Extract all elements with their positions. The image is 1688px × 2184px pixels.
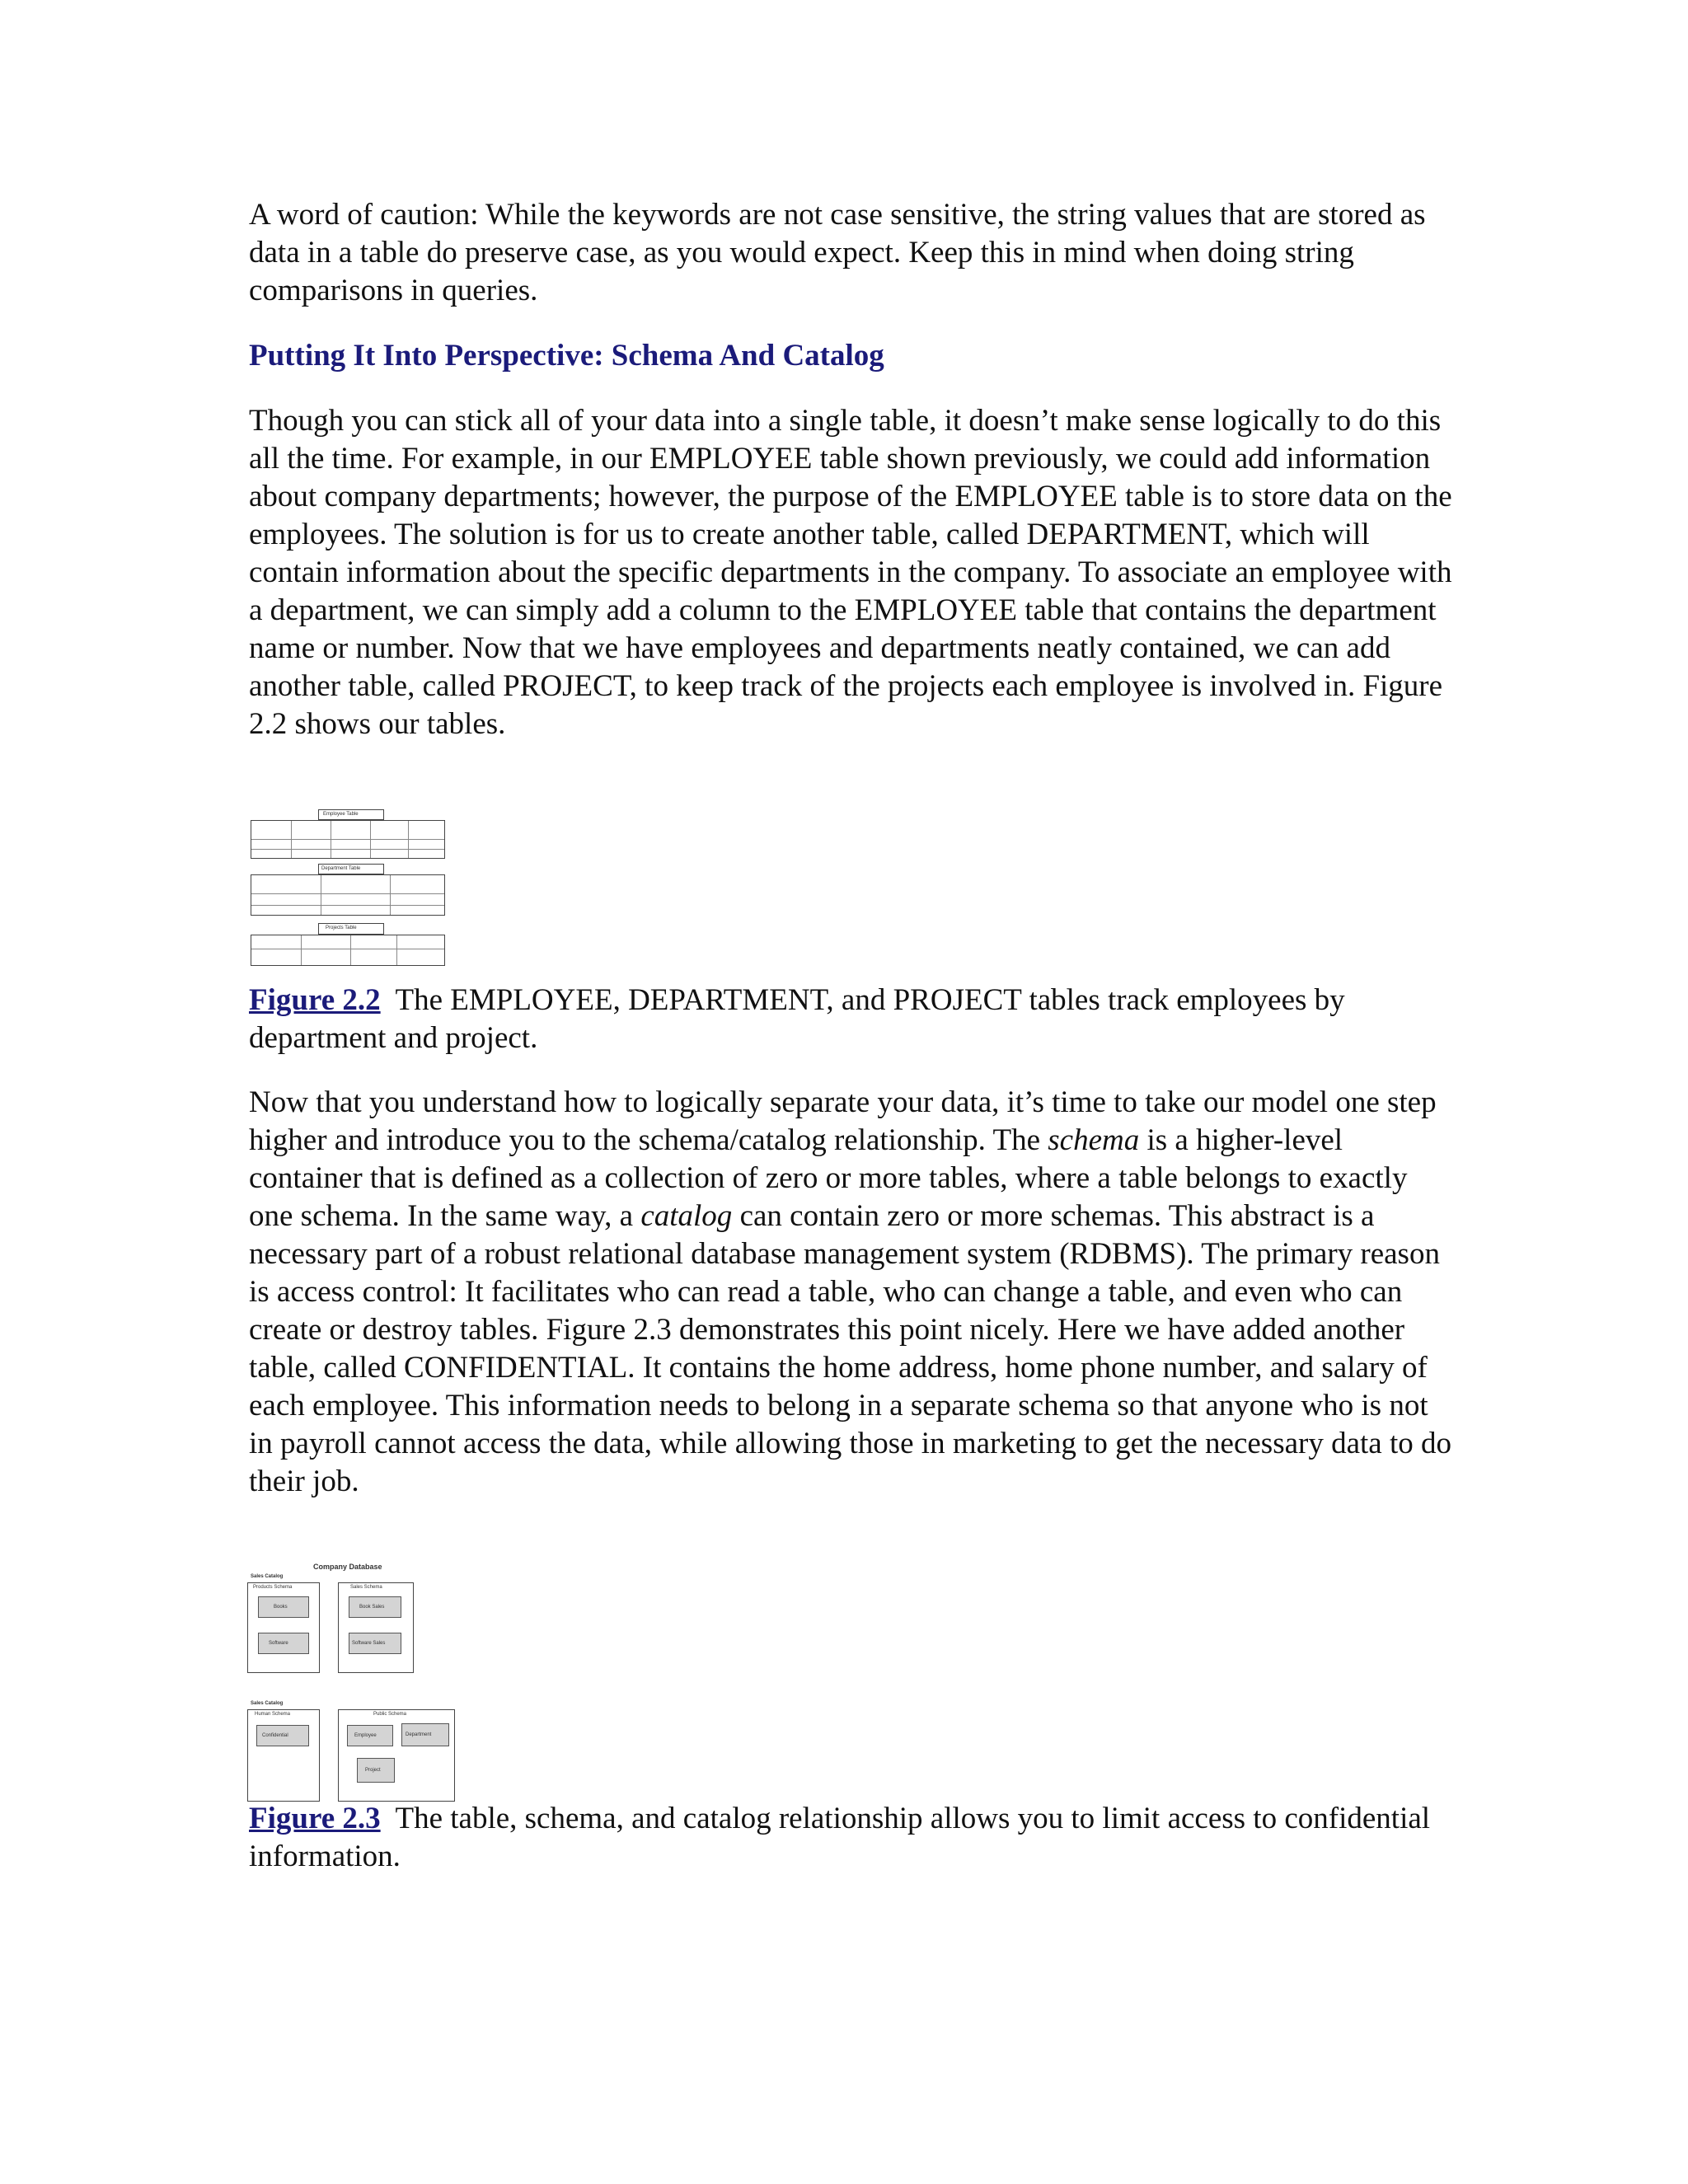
schema-paragraph: Now that you understand how to logically separate your data, it’s time to take our model one step higher and introduce you to the schema/catalog relationship. The schema is a higher-level container that is defined as a collection of zero or more tables, where a table belongs to exactly one schema. In the same way, a catalog can contain zero or more schemas. This abstract is a necessary part of a robust relational database management system (RDBMS). The primary reason is access control: It facilitates who can read a table, who can change a table, and even who can create or destroy tables. Figure 2.3 demonstrates this point nicely. Here we have added another table, called CONFIDENTIAL. It contains the home address, home phone number, and salary of each employee. This information needs to belong in a separate schema so that anyone who is not in payroll cannot access the data, while allowing those in marketing to get the necessary data to do their job. [249,1085,1451,1498]
software-table: Software [258,1633,309,1654]
book-sales-table: Book Sales [349,1596,401,1618]
catalog-1-label: Sales Catalog [251,1574,284,1579]
catalog-term: catalog [640,1199,733,1233]
db-title: Company Database [313,1563,382,1571]
figure-2-3-caption [249,1800,1452,1876]
figure-2-2-caption-text: The EMPLOYEE, DEPARTMENT, and PROJECT tables track employees by department and project. [249,983,1345,1055]
figure-2-2-link[interactable]: Figure 2.2 [249,983,381,1017]
figure-2-3-caption-text: The table, schema, and catalog relationship allows you to limit access to confidential information. [249,1802,1431,1873]
projects-table-title: Projects Table [318,923,384,935]
figure-2-3-link[interactable]: Figure 2.3 [249,1802,381,1835]
caution-paragraph: A word of caution: While the keywords are not case sensitive, the string values that are stored as data in a table do preserve case, as you would expect. Keep this in mind when doing string comparisons in queries. [249,198,1426,307]
employee-table-title: Employee Table [318,809,384,820]
projects-table [251,935,445,966]
software-sales-table: Software Sales [349,1633,401,1654]
figure-2-3-image [246,1563,460,1806]
public-schema: Public Schema Employee Department Project [338,1709,455,1802]
products-schema: Products Schema Books Software [247,1582,320,1673]
project-table-box: Project [357,1758,395,1783]
section-heading [249,337,1452,375]
sales-schema: Sales Schema Book Sales Software Sales [338,1582,414,1673]
employee-table [251,820,445,859]
figure-2-2-caption [249,982,1452,1057]
employee-table-box: Employee [347,1725,393,1746]
figure-2-2-image [249,809,447,978]
catalog-2-label: Sales Catalog [251,1701,284,1706]
department-table-title: Department Table [318,864,384,874]
department-table-box: Department [401,1723,449,1746]
books-table: Books [258,1596,309,1618]
heading-text: Putting It Into Perspective: Schema And Catalog [249,339,884,373]
schema-term: schema [1048,1123,1140,1157]
human-schema: Human Schema Confidential [247,1709,320,1802]
department-table [251,874,445,916]
confidential-table: Confidential [256,1725,309,1746]
tables-paragraph: Though you can stick all of your data into a single table, it doesn’t make sense logically to do this all the time. For example, in our EMPLOYEE table shown previously, we could add information about company departments; however, the purpose of the EMPLOYEE table is to store data on the employees. The solution is for us to create another table, called DEPARTMENT, which will contain information about the specific departments in the company. To associate an employee with a department, we can simply add a column to the EMPLOYEE table that contains the department name or number. Now that we have employees and departments neatly contained, we can add another table, called PROJECT, to keep track of the projects each employee is involved in. Figure 2.2 shows our tables. [249,404,1452,741]
